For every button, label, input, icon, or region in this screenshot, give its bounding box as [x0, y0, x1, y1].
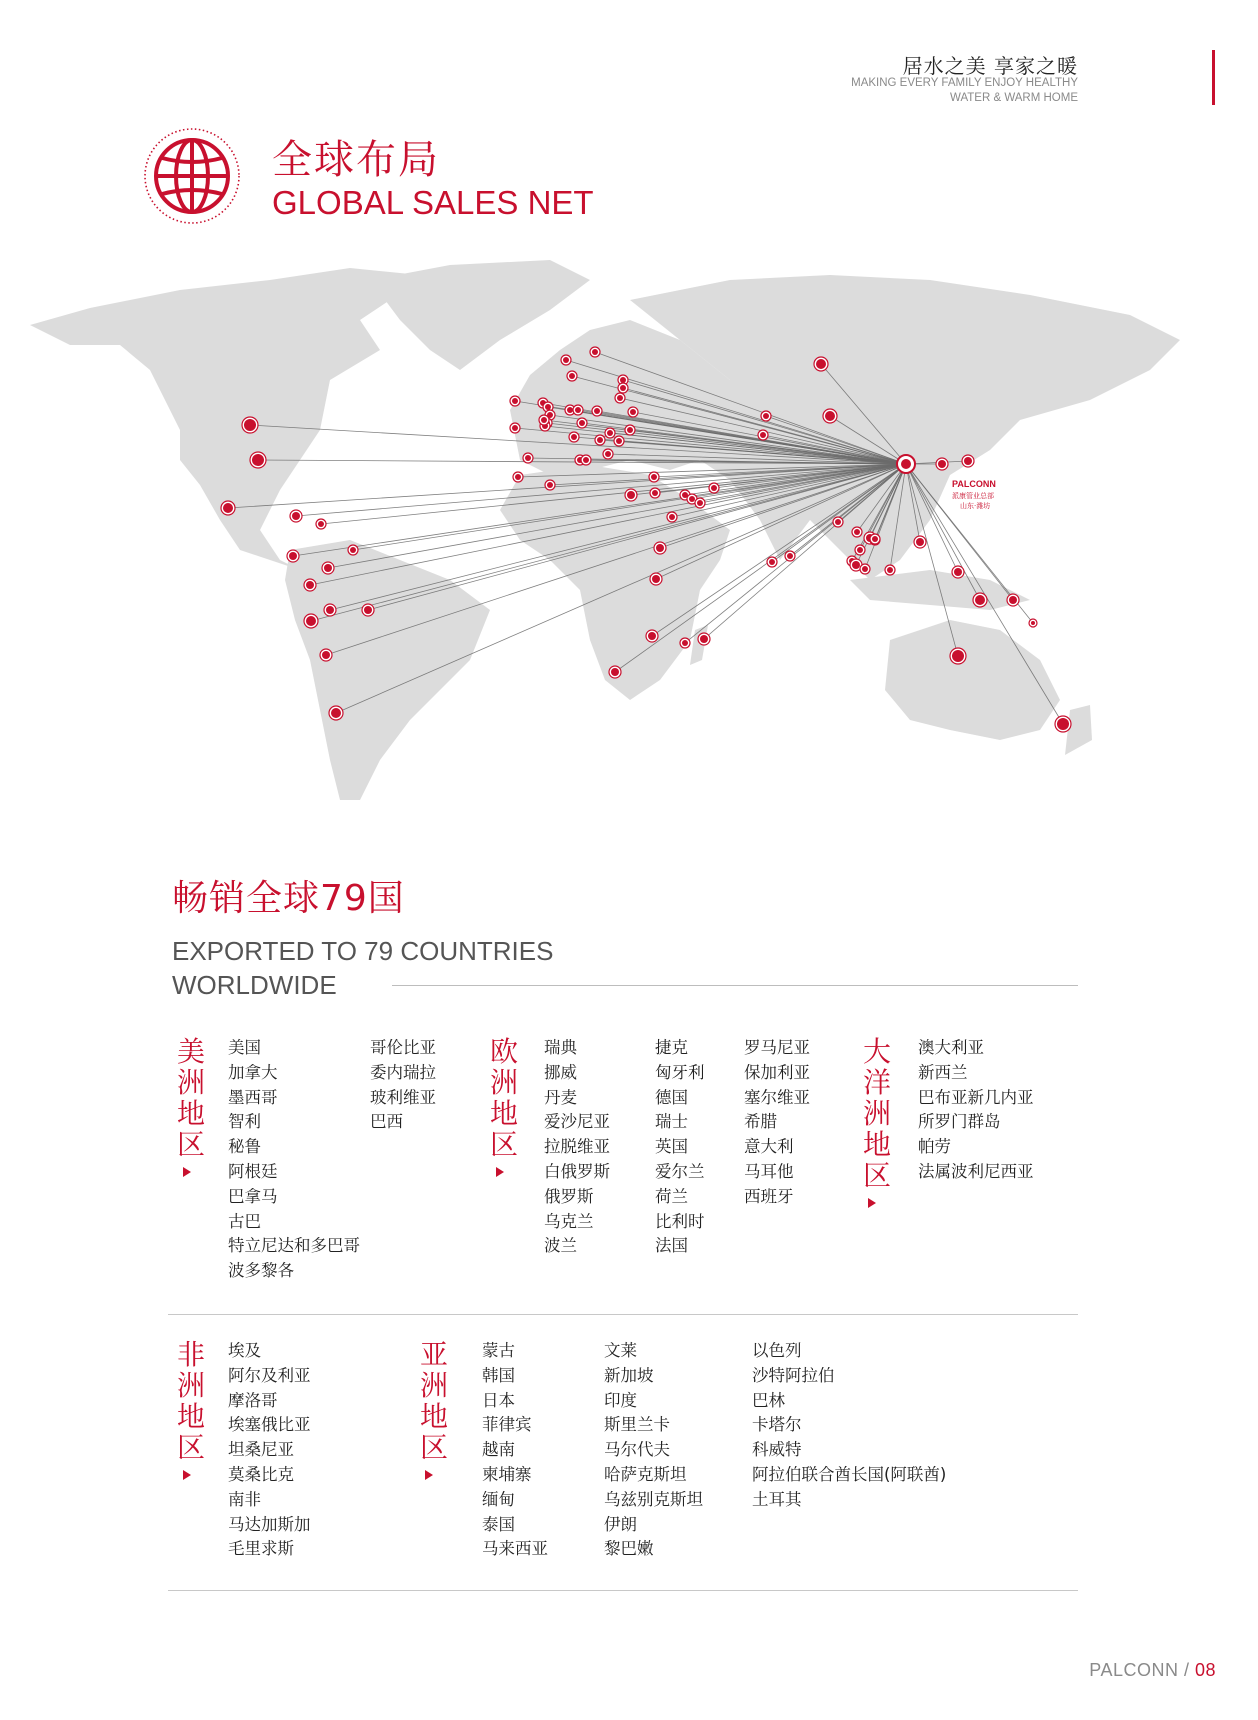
- country-item: 委内瑞拉: [370, 1062, 436, 1082]
- export-headline-en: [172, 934, 553, 1002]
- region-title-char: 大: [862, 1035, 891, 1068]
- destination-dot: [1031, 621, 1035, 625]
- country-item: 白俄罗斯: [544, 1161, 610, 1181]
- hq-brand: PALCONN: [952, 479, 996, 489]
- region-title-char: 区: [862, 1159, 891, 1192]
- hq-dot: [901, 459, 911, 469]
- country-item: 马尔代夫: [604, 1440, 670, 1460]
- region-title-char: 非: [176, 1338, 205, 1371]
- section-divider-bottom: [168, 1590, 1078, 1591]
- country-item: 挪威: [544, 1062, 577, 1082]
- destination-dot: [545, 404, 551, 410]
- destination-dot: [711, 485, 717, 491]
- europe-list-col1: [544, 1036, 610, 1259]
- destination-dot: [252, 454, 264, 466]
- region-title-char: 洋: [862, 1066, 891, 1099]
- country-item: 塞尔维亚: [744, 1087, 810, 1107]
- destination-dot: [682, 640, 688, 646]
- country-item: 帕劳: [918, 1137, 951, 1157]
- destination-dot: [571, 434, 577, 440]
- region-title-char: 美: [176, 1035, 205, 1068]
- destination-dot: [322, 651, 330, 659]
- destination-dot: [512, 398, 518, 404]
- asia-list-col1: [482, 1339, 548, 1562]
- destination-dot: [289, 552, 297, 560]
- destination-dot: [306, 616, 316, 626]
- page-number: 08: [1194, 1660, 1216, 1680]
- asia-list-col3: [752, 1339, 946, 1513]
- americas-list-col2: [370, 1036, 436, 1135]
- country-item: 新西兰: [918, 1062, 968, 1082]
- country-item: 缅甸: [482, 1489, 515, 1509]
- region-title-char: 欧: [489, 1035, 518, 1068]
- country-item: 土耳其: [752, 1489, 802, 1509]
- country-item: 沙特阿拉伯: [752, 1365, 835, 1385]
- oceania-list-col1: [918, 1036, 1034, 1185]
- destination-dot: [592, 349, 598, 355]
- world-map: [30, 260, 1240, 860]
- destination-dot: [954, 568, 962, 576]
- country-item: 法国: [655, 1236, 688, 1256]
- destination-dot: [605, 451, 611, 457]
- country-item: 马达加斯加: [228, 1514, 311, 1534]
- globe-icon: [142, 126, 242, 226]
- destination-dot: [541, 417, 547, 423]
- export-headline-en-line1: EXPORTED TO 79 COUNTRIES: [172, 936, 554, 966]
- country-item: 蒙古: [482, 1341, 515, 1360]
- destination-dot: [575, 407, 581, 413]
- destination-dot: [579, 420, 585, 426]
- region-title-americas: [176, 1036, 206, 1160]
- continents: [30, 260, 1180, 800]
- page-footer: [1089, 1660, 1216, 1681]
- tagline-accent-bar: [1212, 50, 1215, 105]
- country-item: 伊朗: [604, 1514, 637, 1534]
- country-item: 黎巴嫩: [604, 1539, 654, 1559]
- hq-label-1: 派康管业总部: [952, 492, 994, 500]
- country-item: 德国: [655, 1087, 688, 1107]
- destination-dot: [854, 529, 860, 535]
- destination-dot: [952, 650, 964, 662]
- destination-dot: [620, 377, 626, 383]
- destination-dot: [563, 357, 569, 363]
- export-divider: [392, 985, 1078, 986]
- destination-dot: [324, 564, 332, 572]
- country-item: 丹麦: [544, 1087, 577, 1107]
- destination-dot: [697, 500, 703, 506]
- destination-dot: [597, 437, 603, 443]
- country-item: 巴西: [370, 1112, 403, 1132]
- country-item: 毛里求斯: [228, 1539, 294, 1559]
- destination-dot: [611, 668, 619, 676]
- country-item: 荷兰: [655, 1186, 688, 1206]
- country-item: 保加利亚: [744, 1062, 810, 1082]
- country-item: 摩洛哥: [228, 1390, 278, 1410]
- asia-list-col2: [604, 1339, 703, 1562]
- destination-dot: [651, 474, 657, 480]
- hq-label-2: 山东·潍坊: [960, 502, 991, 510]
- destination-dot: [616, 438, 622, 444]
- tagline-cn: 居水之美 享家之暖: [902, 54, 1078, 78]
- destination-dot: [763, 413, 769, 419]
- destination-dot: [852, 561, 860, 569]
- region-title-char: 区: [176, 1128, 205, 1161]
- region-title-char: 地: [419, 1400, 448, 1433]
- country-item: 爱沙尼亚: [544, 1112, 610, 1132]
- region-title-char: 洲: [489, 1066, 518, 1099]
- region-title-char: 洲: [419, 1369, 448, 1402]
- country-item: 柬埔寨: [482, 1464, 532, 1484]
- country-item: 文莱: [604, 1341, 637, 1360]
- destination-dot: [862, 566, 868, 572]
- region-title-oceania: [862, 1036, 892, 1191]
- country-item: 墨西哥: [228, 1087, 278, 1107]
- country-item: 比利时: [655, 1211, 705, 1231]
- destination-dot: [292, 512, 300, 520]
- region-title-char: 洲: [176, 1066, 205, 1099]
- country-item: 罗马尼亚: [744, 1038, 810, 1057]
- country-item: 所罗门群岛: [918, 1112, 1001, 1132]
- tagline-en-line2: WATER & WARM HOME: [950, 92, 1078, 104]
- export-headline-en-line2: WORLDWIDE: [172, 970, 337, 1000]
- destination-dot: [975, 595, 985, 605]
- country-item: 乌兹别克斯坦: [604, 1489, 703, 1509]
- americas-list-col1: [228, 1036, 360, 1284]
- country-item: 匈牙利: [655, 1062, 705, 1082]
- export-headline-cn: 畅销全球79国: [172, 878, 405, 919]
- country-item: 澳大利亚: [918, 1038, 984, 1057]
- australia-shape: [885, 620, 1060, 740]
- region-title-char: 区: [419, 1431, 448, 1464]
- destination-dot: [547, 482, 553, 488]
- region-arrow-europe: [496, 1167, 504, 1177]
- destination-dot: [567, 407, 573, 413]
- destination-dot: [326, 606, 334, 614]
- country-item: 哥伦比亚: [370, 1038, 436, 1057]
- europe-list-col2: [655, 1036, 705, 1259]
- destination-dot: [364, 606, 372, 614]
- country-item: 智利: [228, 1112, 261, 1132]
- country-item: 斯里兰卡: [604, 1415, 670, 1435]
- country-item: 英国: [655, 1137, 688, 1157]
- destination-dot: [648, 632, 656, 640]
- destination-dot: [825, 411, 835, 421]
- region-title-char: 地: [176, 1097, 205, 1130]
- destination-dot: [515, 474, 521, 480]
- country-item: 南非: [228, 1489, 261, 1509]
- destination-dot: [769, 559, 775, 565]
- page-title-en: GLOBAL SALES NET: [272, 184, 594, 221]
- europe-list-col3: [744, 1036, 810, 1210]
- destination-dot: [306, 581, 314, 589]
- destination-dot: [607, 430, 613, 436]
- destination-dot: [244, 419, 256, 431]
- destination-dot: [617, 395, 623, 401]
- region-title-char: 洲: [176, 1369, 205, 1402]
- region-arrow-americas: [183, 1167, 191, 1177]
- destination-dot: [630, 409, 636, 415]
- country-item: 波兰: [544, 1236, 577, 1256]
- region-title-char: 洲: [862, 1097, 891, 1130]
- country-item: 乌克兰: [544, 1211, 594, 1231]
- page-title-cn: 全球布局: [272, 137, 440, 183]
- destination-dot: [512, 425, 518, 431]
- country-item: 埃塞俄比亚: [228, 1415, 311, 1435]
- africa-list-col1: [228, 1339, 311, 1562]
- country-item: 捷克: [655, 1038, 688, 1057]
- country-item: 加拿大: [228, 1062, 278, 1082]
- destination-dot: [964, 457, 972, 465]
- south-america-shape: [285, 540, 490, 800]
- country-item: 拉脱维亚: [544, 1137, 610, 1157]
- country-item: 哈萨克斯坦: [604, 1464, 687, 1484]
- country-item: 爱尔兰: [655, 1161, 705, 1181]
- region-title-char: 亚: [419, 1338, 448, 1371]
- country-item: 特立尼达和多巴哥: [228, 1236, 360, 1256]
- destination-dot: [1009, 596, 1017, 604]
- destination-dot: [656, 544, 664, 552]
- country-item: 俄罗斯: [544, 1186, 594, 1206]
- tagline-en-line1: MAKING EVERY FAMILY ENJOY HEALTHY: [851, 77, 1078, 89]
- country-item: 泰国: [482, 1514, 515, 1534]
- destination-dot: [938, 460, 946, 468]
- north-america-shape: [30, 268, 410, 570]
- destination-dot: [627, 427, 633, 433]
- destination-dot: [872, 536, 878, 542]
- country-item: 日本: [482, 1390, 515, 1410]
- region-title-africa: [176, 1339, 206, 1463]
- destination-dot: [525, 455, 531, 461]
- country-item: 阿拉伯联合酋长国(阿联酋): [752, 1464, 947, 1484]
- country-item: 菲律宾: [482, 1415, 532, 1435]
- country-item: 希腊: [744, 1112, 777, 1132]
- country-item: 美国: [228, 1038, 261, 1057]
- tagline-en: [778, 76, 1078, 106]
- destination-dot: [627, 491, 635, 499]
- region-arrow-africa: [183, 1470, 191, 1480]
- country-item: 巴布亚新几内亚: [918, 1087, 1034, 1107]
- country-item: 瑞典: [544, 1038, 577, 1057]
- destination-dot: [857, 547, 863, 553]
- region-title-asia: [419, 1339, 449, 1463]
- country-item: 坦桑尼亚: [228, 1440, 294, 1460]
- country-item: 瑞士: [655, 1112, 688, 1132]
- country-item: 莫桑比克: [228, 1464, 294, 1484]
- country-item: 以色列: [752, 1341, 802, 1360]
- destination-dot: [787, 553, 793, 559]
- destination-dot: [620, 385, 626, 391]
- region-title-char: 地: [862, 1128, 891, 1161]
- country-item: 埃及: [228, 1341, 261, 1360]
- country-item: 巴拿马: [228, 1186, 278, 1206]
- country-item: 波多黎各: [228, 1261, 294, 1281]
- destination-dot: [318, 521, 324, 527]
- destination-dot: [652, 575, 660, 583]
- country-item: 古巴: [228, 1211, 261, 1231]
- region-arrow-asia: [425, 1470, 433, 1480]
- country-item: 西班牙: [744, 1186, 794, 1206]
- country-item: 法属波利尼西亚: [918, 1161, 1034, 1181]
- country-item: 巴林: [752, 1390, 785, 1410]
- section-divider: [168, 1314, 1078, 1315]
- country-item: 阿尔及利亚: [228, 1365, 311, 1385]
- region-arrow-oceania: [868, 1198, 876, 1208]
- destination-dot: [700, 635, 708, 643]
- destination-dot: [669, 514, 675, 520]
- destination-dot: [594, 408, 600, 414]
- country-item: 新加坡: [604, 1365, 654, 1385]
- footer-brand: PALCONN /: [1089, 1660, 1195, 1680]
- country-item: 卡塔尔: [752, 1415, 802, 1435]
- destination-dot: [569, 373, 575, 379]
- country-item: 秘鲁: [228, 1137, 261, 1157]
- destination-dot: [331, 708, 341, 718]
- country-item: 印度: [604, 1390, 637, 1410]
- country-item: 科威特: [752, 1440, 802, 1460]
- country-item: 韩国: [482, 1365, 515, 1385]
- region-title-char: 区: [489, 1128, 518, 1161]
- country-item: 意大利: [744, 1137, 794, 1157]
- destination-dot: [835, 519, 841, 525]
- country-item: 马耳他: [744, 1161, 794, 1181]
- destination-dot: [816, 359, 826, 369]
- country-item: 阿根廷: [228, 1161, 278, 1181]
- region-title-char: 地: [489, 1097, 518, 1130]
- region-title-char: 地: [176, 1400, 205, 1433]
- country-item: 玻利维亚: [370, 1087, 436, 1107]
- destination-dot: [652, 490, 658, 496]
- destination-dot: [583, 457, 589, 463]
- destination-dot: [887, 567, 893, 573]
- destination-dot: [760, 432, 766, 438]
- region-title-char: 区: [176, 1431, 205, 1464]
- region-title-europe: [489, 1036, 519, 1160]
- destination-dot: [916, 538, 924, 546]
- country-item: 马来西亚: [482, 1539, 548, 1559]
- destination-dot: [223, 503, 233, 513]
- destination-dot: [689, 496, 695, 502]
- destination-dot: [1057, 718, 1069, 730]
- country-item: 越南: [482, 1440, 515, 1460]
- destination-dot: [350, 547, 356, 553]
